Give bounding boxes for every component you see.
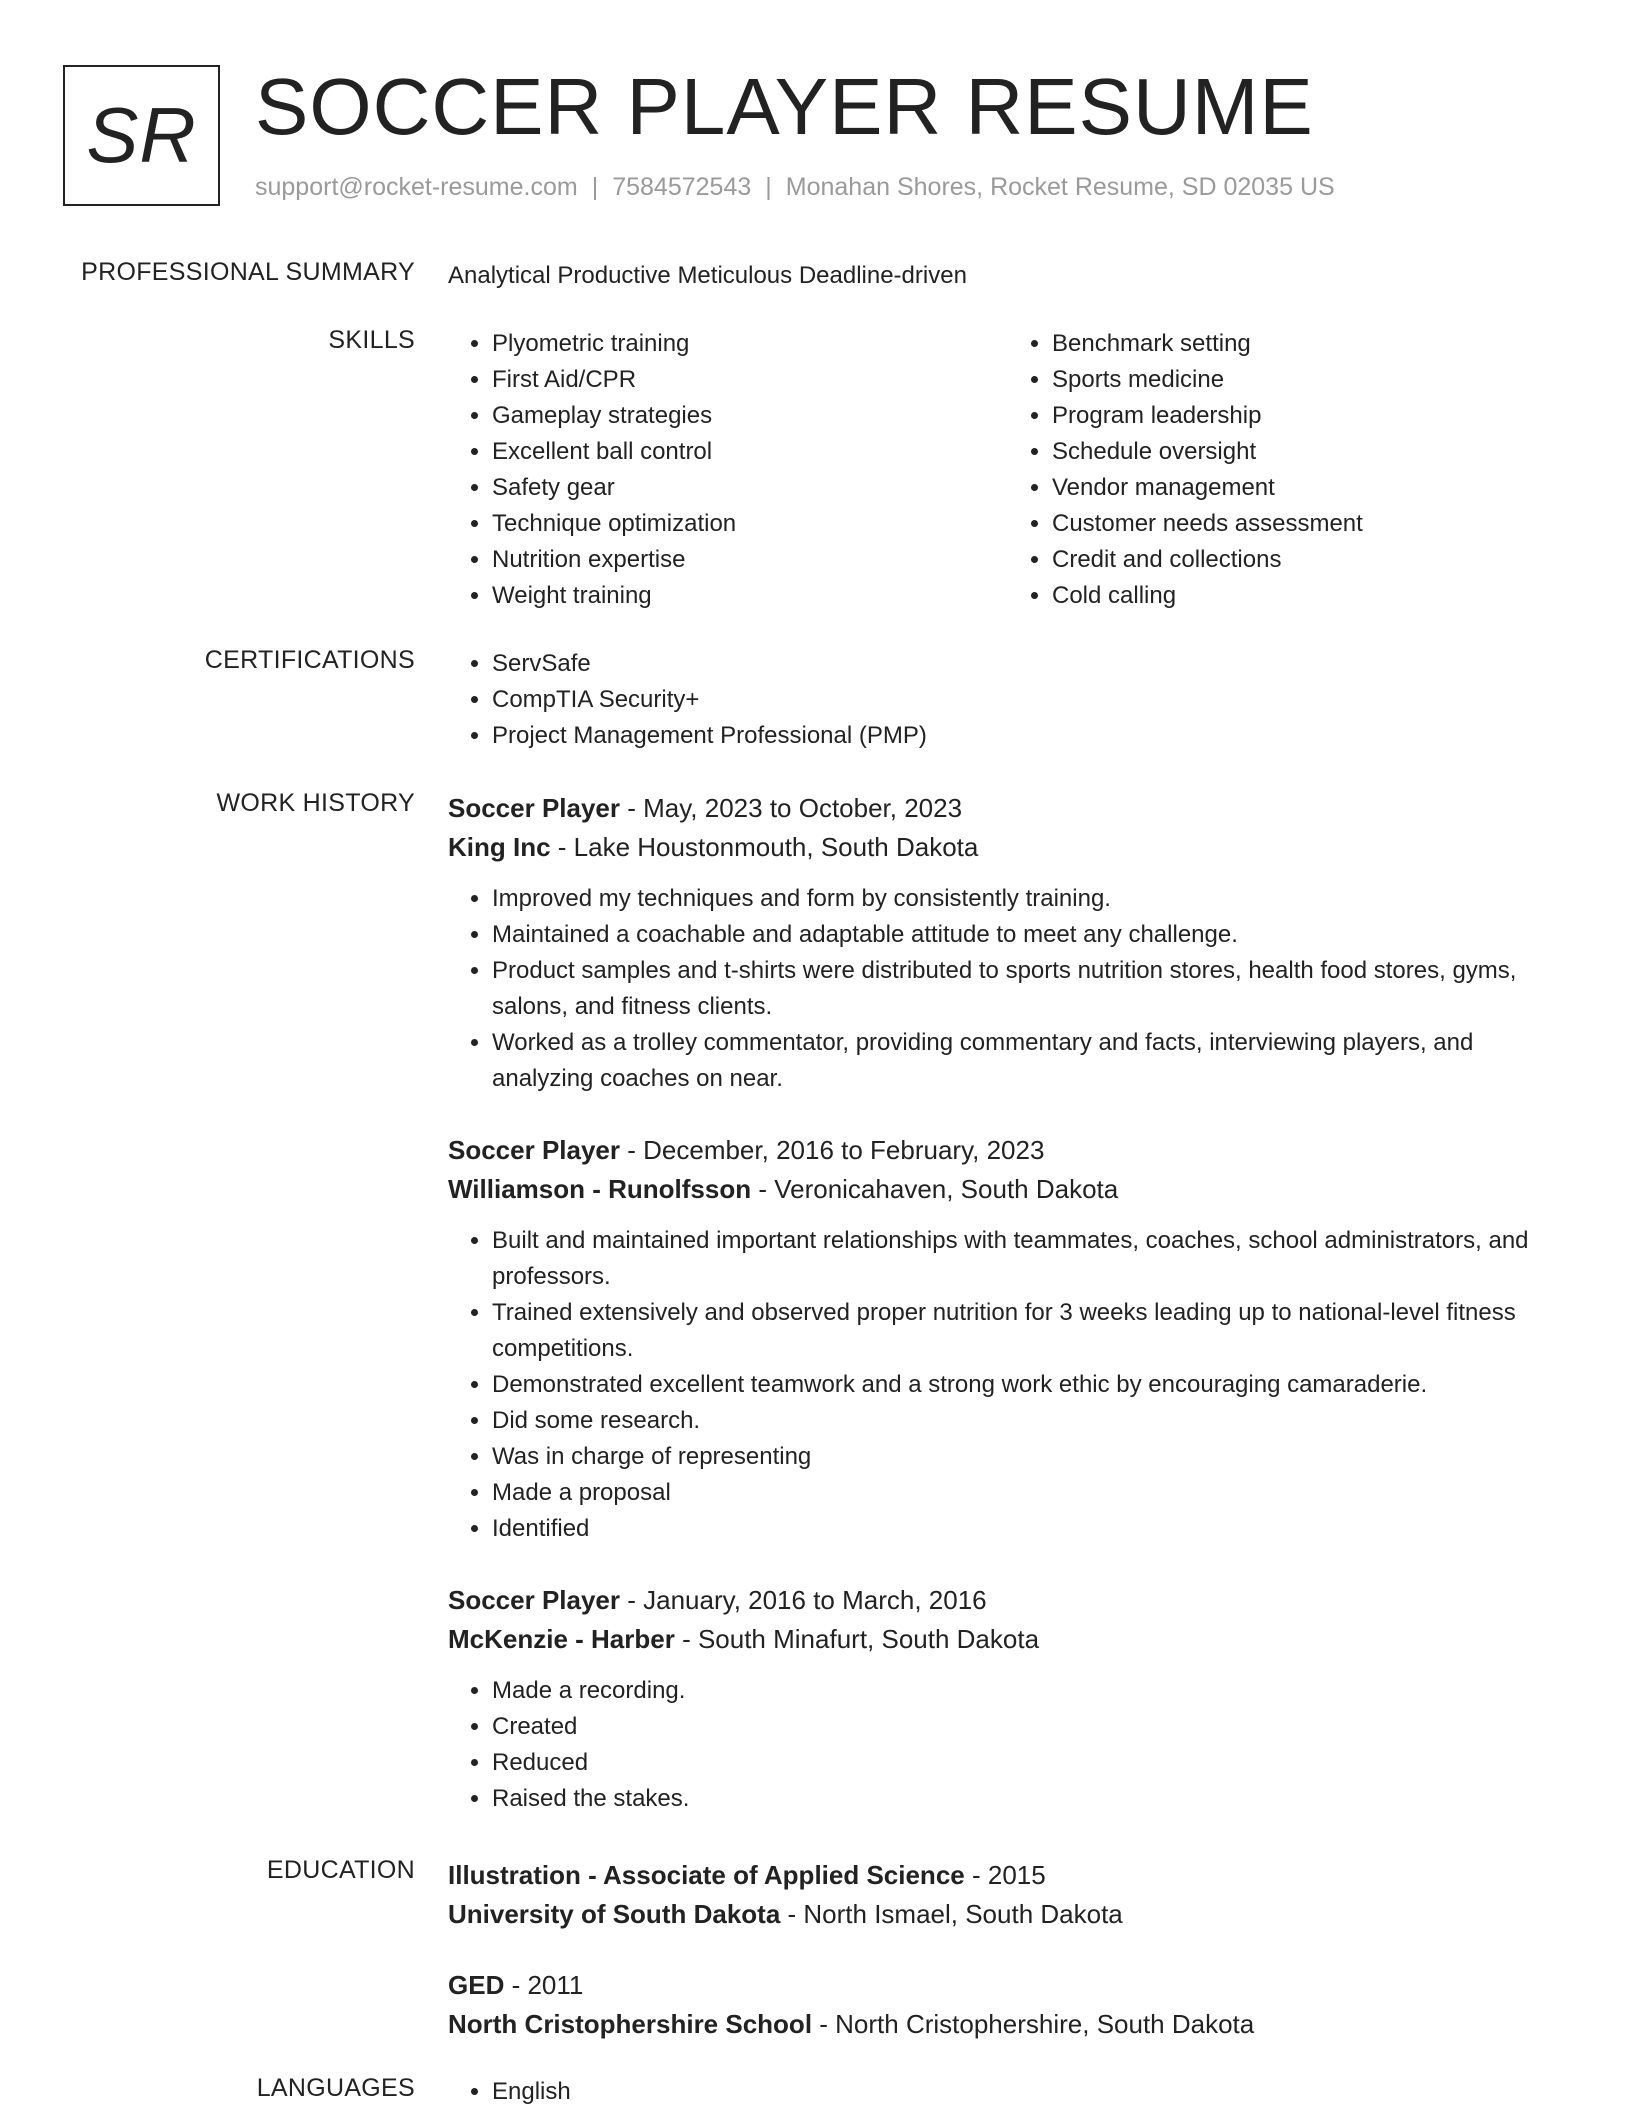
job-location: - Veronicahaven, South Dakota	[751, 1174, 1119, 1204]
job-title-line	[448, 1131, 1568, 1169]
section-label-education: EDUCATION	[266, 1856, 415, 1884]
job-location: - Lake Houstonmouth, South Dakota	[550, 832, 979, 862]
contact-line	[255, 173, 1335, 202]
job-bullet: • Did some research.	[492, 1403, 1568, 1439]
education-school: North Cristophershire School	[448, 2009, 813, 2039]
job-bullets	[448, 1673, 1568, 1817]
education-content	[448, 1856, 1568, 2076]
skill-item: • Plyometric training	[492, 326, 1008, 362]
section-label-languages: LANGUAGES	[256, 2074, 415, 2102]
skill-item: • Customer needs assessment	[1052, 506, 1568, 542]
job-title: Soccer Player	[448, 793, 621, 823]
resume-title: SOCCER PLAYER RESUME	[255, 62, 1314, 151]
job-bullets	[448, 881, 1568, 1097]
skill-item: • Nutrition expertise	[492, 542, 1008, 578]
job-bullets	[448, 1223, 1568, 1547]
monogram-initials: SR	[86, 91, 197, 179]
job-title: Soccer Player	[448, 1585, 621, 1615]
job-dates: - January, 2016 to March, 2016	[620, 1585, 987, 1615]
job-title: Soccer Player	[448, 1135, 621, 1165]
job-bullet: • Demonstrated excellent teamwork and a strong work ethic by encouraging camaraderie.	[492, 1367, 1568, 1403]
skill-item: • First Aid/CPR	[492, 362, 1008, 398]
monogram-badge	[63, 65, 220, 206]
education-school: University of South Dakota	[448, 1899, 781, 1929]
job-bullet: • Made a recording.	[492, 1673, 1568, 1709]
education-degree: Illustration - Associate of Applied Science	[448, 1860, 965, 1890]
certifications-content	[448, 646, 1568, 754]
skills-list-right	[1008, 326, 1568, 614]
job-bullet: • Product samples and t-shirts were distributed to sports nutrition stores, health food stores, gyms, salons, and fitness clients.	[492, 953, 1568, 1025]
education-year: - 2015	[964, 1860, 1046, 1890]
education-school-line	[448, 1894, 1568, 1934]
education-degree-line	[448, 1966, 1568, 2004]
job-company-line	[448, 827, 1568, 867]
skill-item: • Gameplay strategies	[492, 398, 1008, 434]
job-bullet: • Identified	[492, 1511, 1568, 1547]
skill-item: • Program leadership	[1052, 398, 1568, 434]
job-entry	[448, 789, 1568, 1097]
job-bullet: • Created	[492, 1709, 1568, 1745]
education-entry	[448, 1856, 1568, 1934]
job-bullet: • Maintained a coachable and adaptable attitude to meet any challenge.	[492, 917, 1568, 953]
job-dates: - May, 2023 to October, 2023	[620, 793, 963, 823]
education-degree: GED	[448, 1970, 505, 2000]
certification-item: • ServSafe	[492, 646, 1568, 682]
certifications-list	[448, 646, 1568, 754]
job-bullet: • Improved my techniques and form by consistently training.	[492, 881, 1568, 917]
job-title-line	[448, 789, 1568, 827]
certification-item: • Project Management Professional (PMP)	[492, 718, 1568, 754]
languages-list	[448, 2074, 1568, 2110]
skill-item: • Benchmark setting	[1052, 326, 1568, 362]
resume-header	[63, 62, 1563, 210]
languages-content	[448, 2074, 1568, 2110]
education-location: - North Cristophershire, South Dakota	[812, 2009, 1255, 2039]
education-degree-line	[448, 1856, 1568, 1894]
job-bullet: • Raised the stakes.	[492, 1781, 1568, 1817]
job-dates: - December, 2016 to February, 2023	[620, 1135, 1045, 1165]
section-label-certifications: CERTIFICATIONS	[204, 646, 415, 674]
job-bullet: • Reduced	[492, 1745, 1568, 1781]
job-bullet: • Was in charge of representing	[492, 1439, 1568, 1475]
summary-text: Analytical Productive Meticulous Deadline-driven	[448, 262, 967, 289]
skill-item: • Excellent ball control	[492, 434, 1008, 470]
job-entry	[448, 1581, 1568, 1817]
job-bullet: • Made a proposal	[492, 1475, 1568, 1511]
education-location: - North Ismael, South Dakota	[780, 1899, 1123, 1929]
education-year: - 2011	[504, 1970, 584, 2000]
skills-columns	[448, 326, 1568, 614]
job-title-line	[448, 1581, 1568, 1619]
education-school-line	[448, 2004, 1568, 2044]
job-bullet: • Worked as a trolley commentator, providing commentary and facts, interviewing players, and analyzing coaches on near.	[492, 1025, 1568, 1097]
language-item: • English	[492, 2074, 1568, 2110]
skills-list-left	[448, 326, 1008, 614]
job-company-line	[448, 1169, 1568, 1209]
job-company-line	[448, 1619, 1568, 1659]
job-company: King Inc	[448, 832, 551, 862]
education-entry	[448, 1966, 1568, 2044]
skill-item: • Schedule oversight	[1052, 434, 1568, 470]
job-location: - South Minafurt, South Dakota	[674, 1624, 1040, 1654]
job-company: Williamson - Runolfsson	[448, 1174, 752, 1204]
section-label-work: WORK HISTORY	[216, 789, 415, 817]
skill-item: • Vendor management	[1052, 470, 1568, 506]
skill-item: • Technique optimization	[492, 506, 1008, 542]
contact-email: support@rocket-resume.com	[255, 173, 578, 201]
job-company: McKenzie - Harber	[448, 1624, 675, 1654]
section-label-summary: PROFESSIONAL SUMMARY	[81, 258, 415, 286]
skill-item: • Weight training	[492, 578, 1008, 614]
work-history-content	[448, 789, 1568, 1851]
contact-address: Monahan Shores, Rocket Resume, SD 02035 US	[785, 173, 1335, 201]
job-bullet: • Built and maintained important relationships with teammates, coaches, school administrators, and professors.	[492, 1223, 1568, 1295]
contact-phone: 7584572543	[612, 173, 752, 201]
contact-separator: |	[591, 173, 599, 201]
section-label-skills: SKILLS	[328, 326, 415, 354]
skill-item: • Cold calling	[1052, 578, 1568, 614]
job-bullet: • Trained extensively and observed proper nutrition for 3 weeks leading up to national-level fitness competitions.	[492, 1295, 1568, 1367]
skill-item: • Safety gear	[492, 470, 1008, 506]
skill-item: • Sports medicine	[1052, 362, 1568, 398]
job-entry	[448, 1131, 1568, 1547]
contact-separator: |	[765, 173, 772, 201]
skill-item: • Credit and collections	[1052, 542, 1568, 578]
certification-item: • CompTIA Security+	[492, 682, 1568, 718]
